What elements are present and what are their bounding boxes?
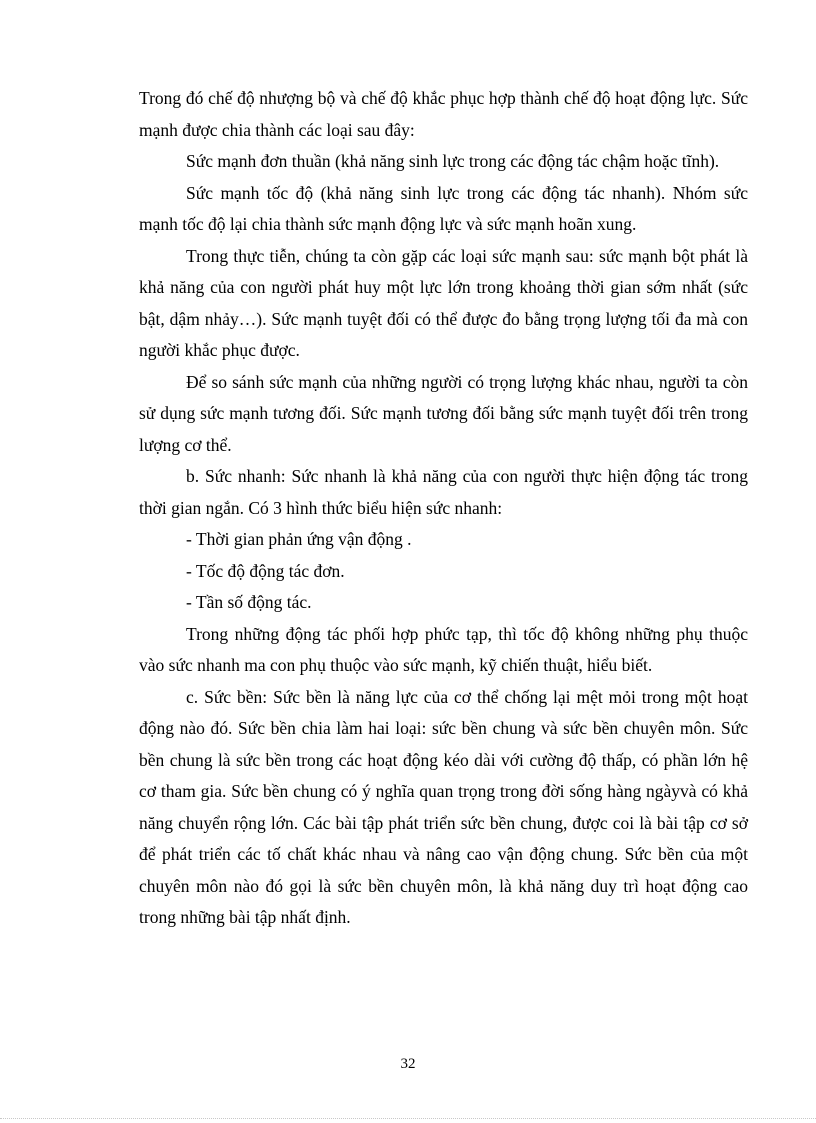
paragraph-6: b. Sức nhanh: Sức nhanh là khả năng của con người thực hiện động tác trong thời gian ngắn. Có 3 hình thức biểu hiện sức nhanh: [139, 466, 748, 518]
paragraph-2: Sức mạnh đơn thuần (khả năng sinh lực trong các động tác chậm hoặc tĩnh). [186, 151, 720, 171]
paragraph-3: Sức mạnh tốc độ (khả năng sinh lực trong các động tác nhanh). Nhóm sức mạnh tốc độ lại chia thành sức mạnh động lực và sức mạnh hoãn xung. [139, 182, 748, 234]
list-item-2: - Tốc độ động tác đơn. [186, 560, 345, 581]
list-item-1: - Thời gian phản ứng vận động . [186, 529, 412, 549]
paragraph-1: Trong đó chế độ nhượng bộ và chế độ khắc phục hợp thành chế độ hoạt động lực. Sức mạnh được chia thành các loại sau đây: [139, 88, 748, 140]
paragraph-7: Trong những động tác phối hợp phức tạp, thì tốc độ không những phụ thuộc vào sức nhanh ma con phụ thuộc vào sức mạnh, kỹ chiến thuật, hiểu biết. [139, 623, 748, 675]
paragraph-5: Để so sánh sức mạnh của những người có trọng lượng khác nhau, người ta còn sử dụng sức mạnh tương đối. Sức mạnh tương đối bằng sức mạnh tuyệt đối trên trong lượng cơ thể. [139, 371, 748, 455]
paragraph-4: Trong thực tiễn, chúng ta còn gặp các loại sức mạnh sau: sức mạnh bột phát là khả năng của con người phát huy một lực lớn trong khoảng thời gian sớm nhất (sức bật, dậm nhảy…). Sức mạnh tuyệt đối có thể được đo bằng trọng lượng tối đa mà con người khắc phục được. [139, 245, 748, 360]
body-text [139, 83, 748, 934]
list-item-3: - Tần số động tác. [186, 592, 312, 612]
page-bottom-divider [0, 1118, 816, 1119]
paragraph-8: c. Sức bền: Sức bền là năng lực của cơ thể chống lại mệt mỏi trong một hoạt động nào đó. Sức bền chia làm hai loại: sức bền chung và sức bền chuyên môn. Sức bền chung là sức bền trong các hoạt động kéo dài với cường độ thấp, có phần lớn hệ cơ tham gia. Sức bền chung có ý nghĩa quan trọng trong đời sống hàng ngàyvà có khả năng chuyển rộng lớn. Các bài tập phát triển sức bền chung, được coi là bài tập cơ sở để phát triển các tố chất khác nhau và nâng cao vận động chung. Sức bền của một chuyên môn nào đó gọi là sức bền chuyên môn, là khả năng duy trì hoạt động cao trong những bài tập nhất định. [139, 686, 748, 927]
page-number: 32 [400, 1056, 416, 1072]
